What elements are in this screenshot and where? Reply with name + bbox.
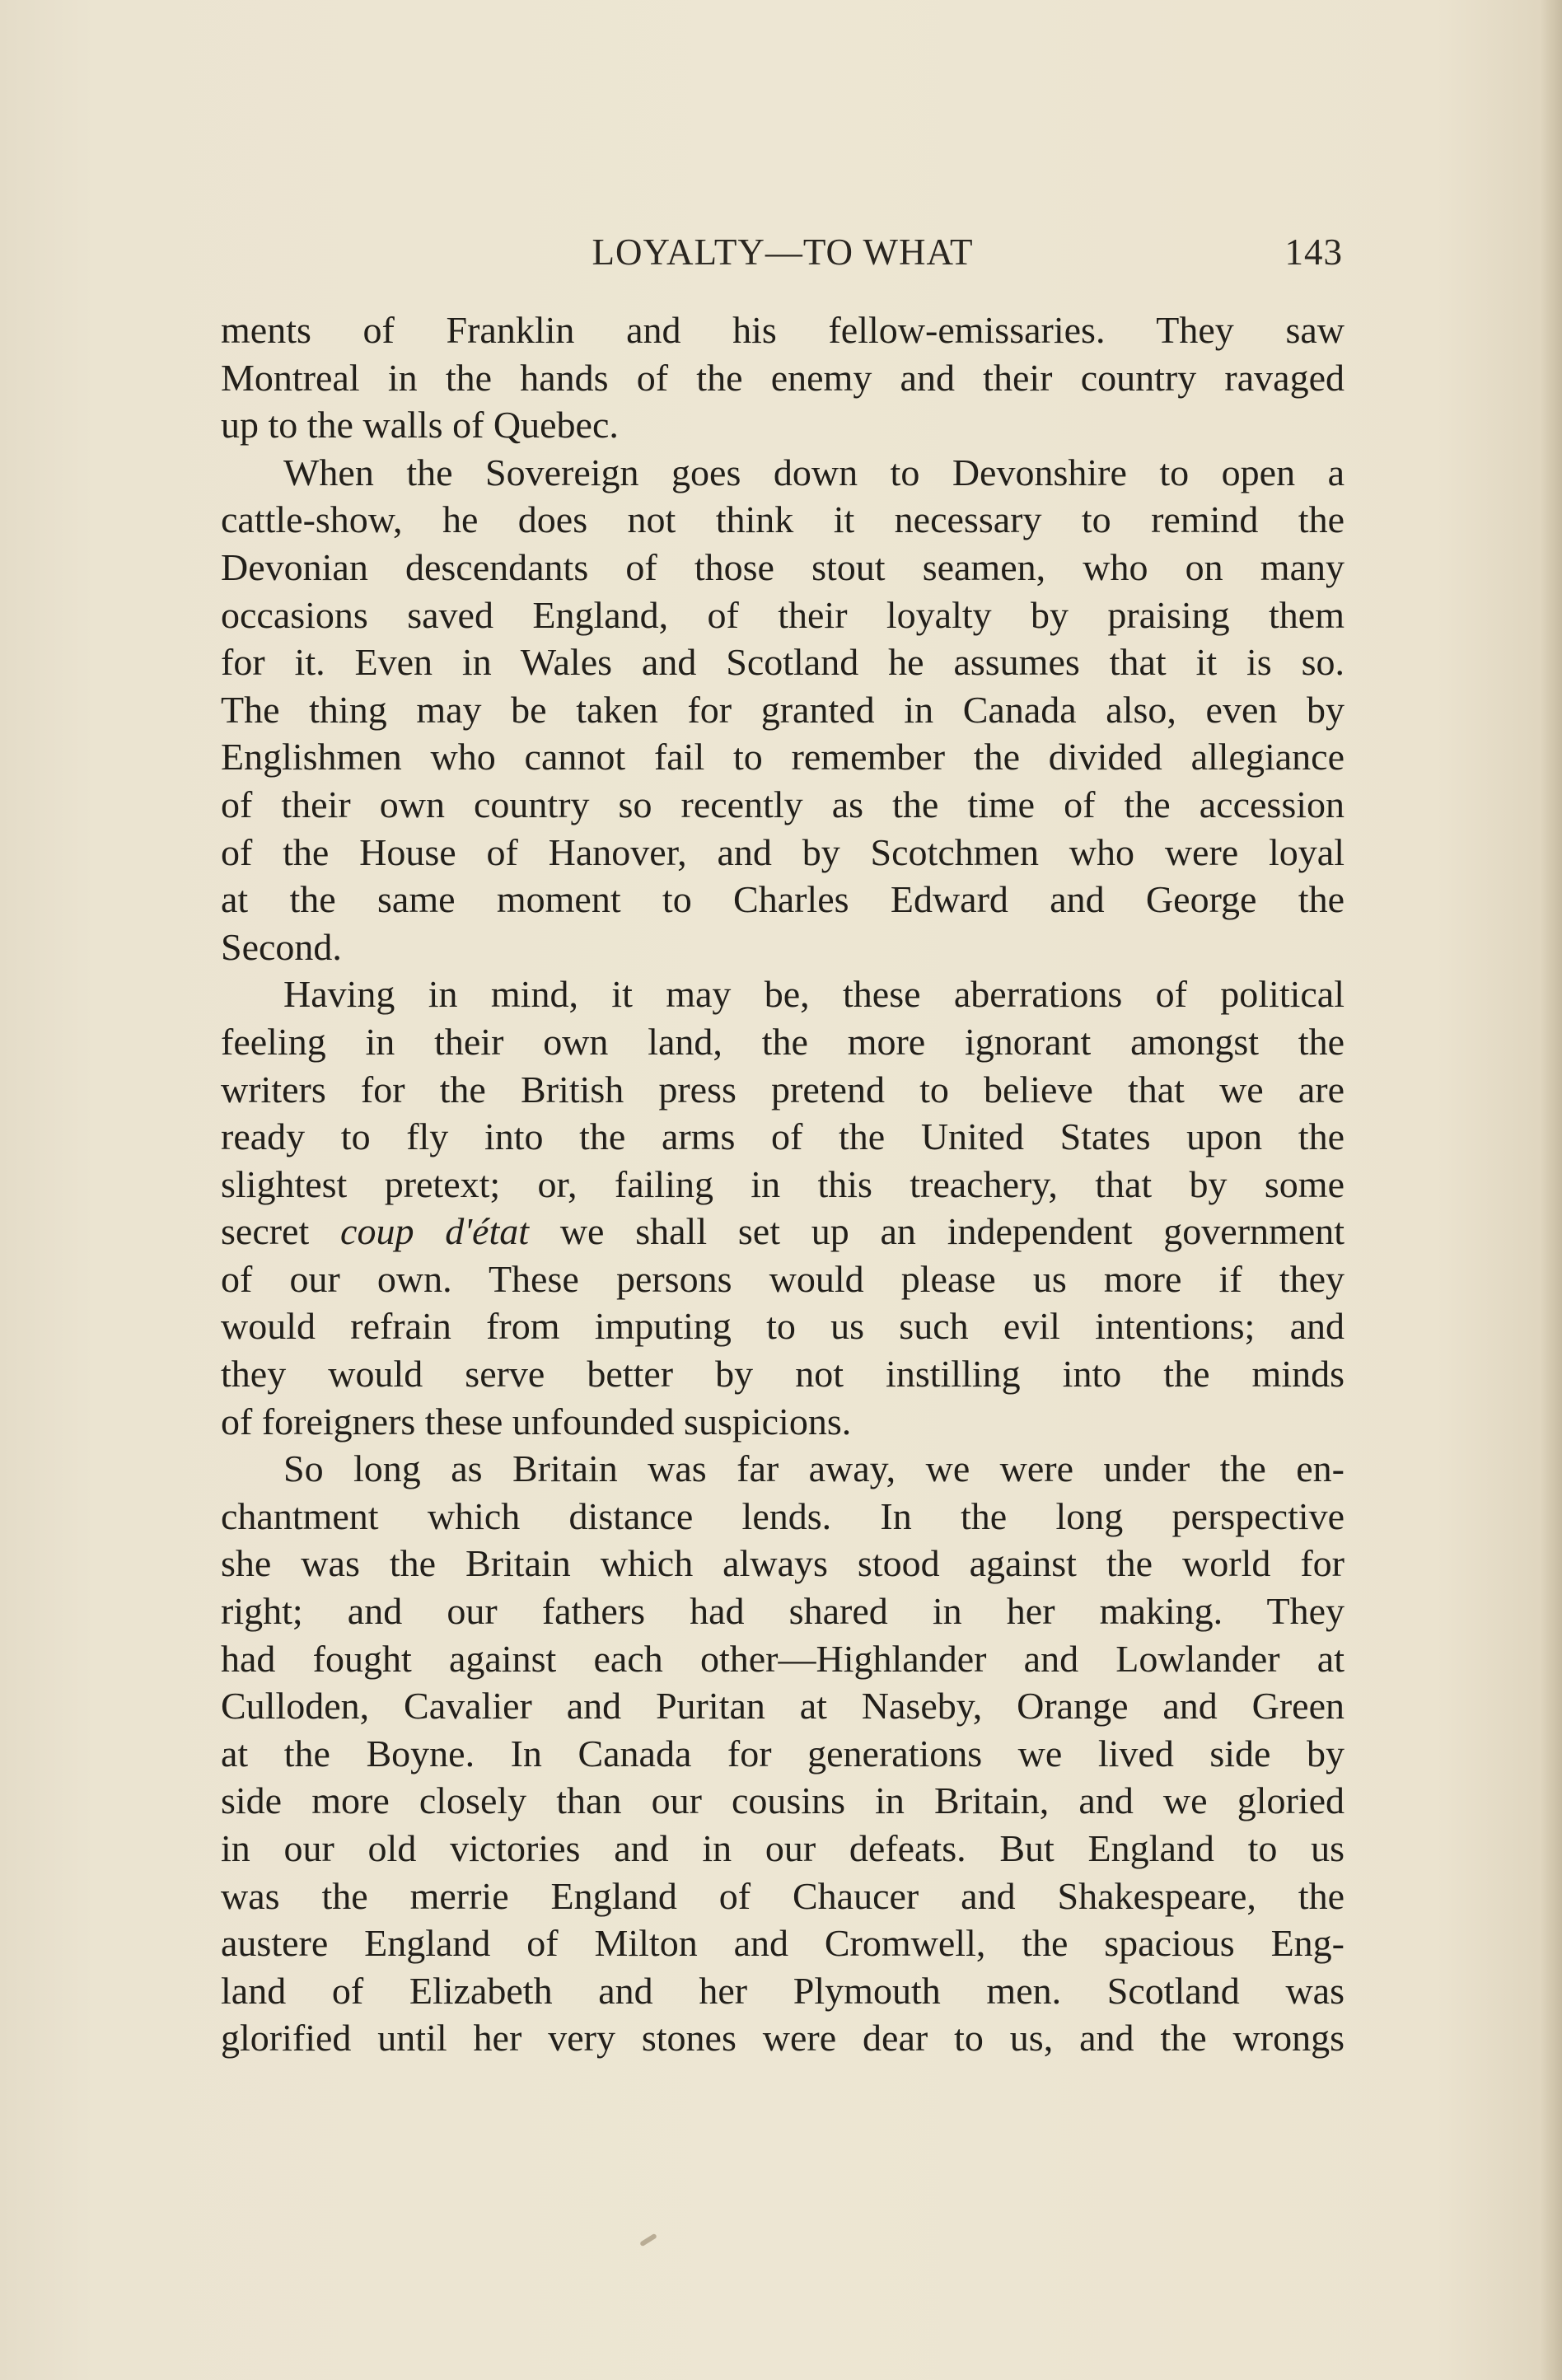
text-line: occasions saved England, of their loyalty by praising them (221, 593, 1345, 636)
text-line: of their own country so recently as the time of the accession (221, 783, 1345, 825)
text-line: in our old victories and in our defeats. But England to us (221, 1827, 1345, 1869)
text-line: Culloden, Cavalier and Puritan at Naseby, Orange and Green (221, 1685, 1345, 1728)
pencil-mark (639, 2233, 657, 2247)
text-line: at the same moment to Charles Edward and George the (221, 878, 1345, 921)
text-line: austere England of Milton and Cromwell, the spacious Eng- (221, 1922, 1345, 1965)
running-title: LOYALTY—TO WHAT (592, 231, 974, 273)
text-line: Second. (221, 925, 342, 968)
running-head (222, 231, 1343, 280)
text-line: slightest pretext; or, failing in this treachery, that by some (221, 1162, 1345, 1205)
text-line-with-italic (221, 1208, 1345, 1255)
paragraph-first-line: When the Sovereign goes down to Devonshire to open a (283, 451, 1345, 493)
text-line: of the House of Hanover, and by Scotchmen who were loyal (221, 830, 1345, 873)
text-line: ments of Franklin and his fellow-emissaries. They saw (221, 309, 1345, 351)
text-line: glorified until her very stones were dear to us, and the wrongs (221, 2017, 1345, 2060)
text-line: they would serve better by not instilling into the minds (221, 1353, 1345, 1396)
text-line: Montreal in the hands of the enemy and their country ravaged (221, 356, 1345, 399)
paragraph-first-line: Having in mind, it may be, these aberrations of political (283, 973, 1345, 1016)
text-segment: secret (221, 1210, 341, 1253)
text-line: right; and our fathers had shared in her making. They (221, 1590, 1345, 1633)
text-line: at the Boyne. In Canada for generations we lived side by (221, 1732, 1345, 1774)
text-line: had fought against each other—Highlander and Lowlander at (221, 1637, 1345, 1680)
text-line: would refrain from imputing to us such evil intentions; and (221, 1305, 1345, 1348)
text-line: land of Elizabeth and her Plymouth men. Scotland was (221, 1969, 1345, 2012)
text-line: for it. Even in Wales and Scotland he assumes that it is so. (221, 641, 1345, 684)
text-line: The thing may be taken for granted in Canada also, even by (221, 688, 1345, 731)
text-line: she was the Britain which always stood against the world for (221, 1542, 1345, 1585)
paragraph-first-line: So long as Britain was far away, we were under the en- (283, 1447, 1345, 1490)
page-edge-shadow (1541, 0, 1562, 2380)
text-line: writers for the British press pretend to believe that we are (221, 1068, 1345, 1111)
text-line: Englishmen who cannot fail to remember the divided allegiance (221, 736, 1345, 779)
text-line: feeling in their own land, the more ignorant amongst the (221, 1020, 1345, 1063)
italic-phrase: coup d'état (340, 1210, 530, 1253)
text-line: was the merrie England of Chaucer and Shakespeare, the (221, 1874, 1345, 1917)
text-line: of our own. These persons would please us more if they (221, 1257, 1345, 1300)
page-number: 143 (1284, 231, 1343, 273)
text-line: chantment which distance lends. In the long perspective (221, 1494, 1345, 1537)
text-line: side more closely than our cousins in Britain, and we gloried (221, 1779, 1345, 1822)
body-text (221, 306, 1345, 2062)
text-line: Devonian descendants of those stout seamen, who on many (221, 545, 1345, 588)
text-line: of foreigners these unfounded suspicions. (221, 1400, 852, 1442)
text-segment: we shall set up an independent government (529, 1210, 1345, 1253)
text-line: ready to fly into the arms of the United States upon the (221, 1115, 1345, 1158)
text-line: cattle-show, he does not think it necessary to remind the (221, 498, 1345, 541)
text-line: up to the walls of Quebec. (221, 404, 619, 447)
